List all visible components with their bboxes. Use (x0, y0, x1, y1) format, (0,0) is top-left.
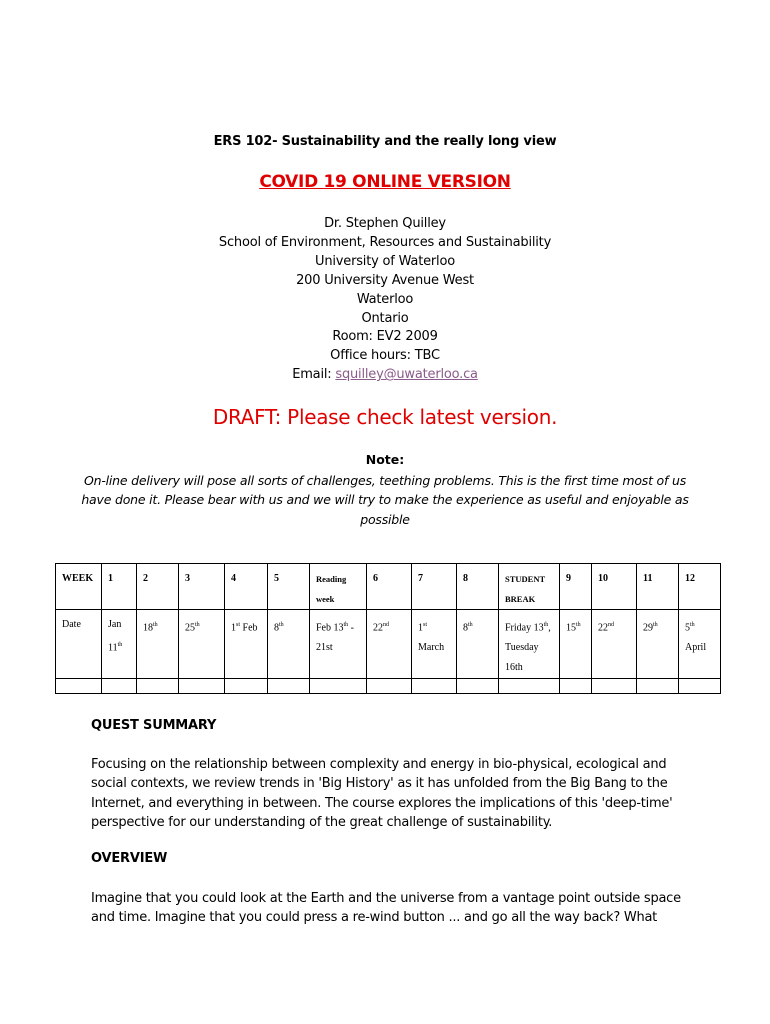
city: Waterloo (356, 291, 414, 307)
date-row (56, 610, 721, 679)
note-label: Note: (365, 452, 405, 467)
date-cell: 18th (137, 610, 179, 679)
date-cell: Feb 13th - 21st (310, 610, 367, 679)
room: Room: EV2 2009 (332, 329, 438, 345)
empty-cell (179, 679, 225, 694)
overview-heading: OVERVIEW (91, 851, 168, 866)
week-cell: 1 (102, 564, 137, 610)
week-row (56, 564, 721, 610)
week-cell: 5 (268, 564, 310, 610)
date-cell: 29th (637, 610, 679, 679)
empty-cell (637, 679, 679, 694)
empty-cell (310, 679, 367, 694)
empty-cell (137, 679, 179, 694)
empty-cell (102, 679, 137, 694)
date-cell: 8th (268, 610, 310, 679)
quest-summary-text: Focusing on the relationship between complexity and energy in bio-physical, ecological and social contexts, we review trends in 'Big History' as it has unfolded from the Big Bang to the Internet, and everything in between. The course explores the implications of this 'deep-time' perspective for our understanding of the great challenge of sustainability. (91, 757, 673, 830)
school-name: School of Environment, Resources and Sustainability (218, 234, 552, 250)
date-cell: 22nd (367, 610, 412, 679)
date-cell: Friday 13th, Tuesday 16th (499, 610, 560, 679)
empty-cell (56, 679, 102, 694)
university-name: University of Waterloo (315, 253, 455, 269)
week-cell: 2 (137, 564, 179, 610)
empty-cell (499, 679, 560, 694)
empty-cell (225, 679, 268, 694)
empty-row (56, 679, 721, 694)
date-cell: 15th (560, 610, 592, 679)
office-hours: Office hours: TBC (330, 348, 440, 364)
date-cell: 8th (457, 610, 499, 679)
course-title: ERS 102- Sustainability and the really long view (213, 134, 557, 149)
email-line (0, 366, 770, 385)
email-label: Email: (292, 367, 336, 383)
date-cell: 1st Feb (225, 610, 268, 679)
empty-cell (592, 679, 637, 694)
week-cell: 10 (592, 564, 637, 610)
empty-cell (560, 679, 592, 694)
week-cell: 4 (225, 564, 268, 610)
date-cell: 22nd (592, 610, 637, 679)
overview-text: Imagine that you could look at the Earth and the universe from a vantage point outside space and time. Imagine that you could press a re-wind button ... and go all the way back? What (91, 891, 681, 926)
draft-notice: DRAFT: Please check latest version. (212, 405, 558, 429)
week-cell: 7 (412, 564, 457, 610)
street-address: 200 University Avenue West (296, 272, 474, 288)
week-cell: 8 (457, 564, 499, 610)
email-link[interactable]: squilley@uwaterloo.ca (335, 367, 478, 383)
contact-block (0, 215, 770, 385)
week-cell: 12 (679, 564, 721, 610)
week-cell: 3 (179, 564, 225, 610)
week-cell: 6 (367, 564, 412, 610)
week-header: WEEK (56, 564, 102, 610)
week-cell: 11 (637, 564, 679, 610)
date-cell: 1st March (412, 610, 457, 679)
week-cell: 9 (560, 564, 592, 610)
empty-cell (367, 679, 412, 694)
quest-summary-heading: QUEST SUMMARY (91, 718, 217, 733)
week-cell: STUDENT BREAK (499, 564, 560, 610)
empty-cell (412, 679, 457, 694)
empty-cell (268, 679, 310, 694)
date-cell: 5th April (679, 610, 721, 679)
empty-cell (679, 679, 721, 694)
province: Ontario (361, 310, 409, 326)
date-cell: 25th (179, 610, 225, 679)
note-text: On-line delivery will pose all sorts of challenges, teething problems. This is the first time most of us have done it. Please bear with us and we will try to make the experience as useful and enjoyable as possible (81, 473, 689, 527)
schedule-table (55, 563, 721, 694)
date-cell: Jan 11th (102, 610, 137, 679)
date-header: Date (56, 610, 102, 679)
covid-version-heading: COVID 19 ONLINE VERSION (259, 172, 511, 192)
instructor-name: Dr. Stephen Quilley (324, 216, 446, 231)
week-cell: Reading week (310, 564, 367, 610)
empty-cell (457, 679, 499, 694)
